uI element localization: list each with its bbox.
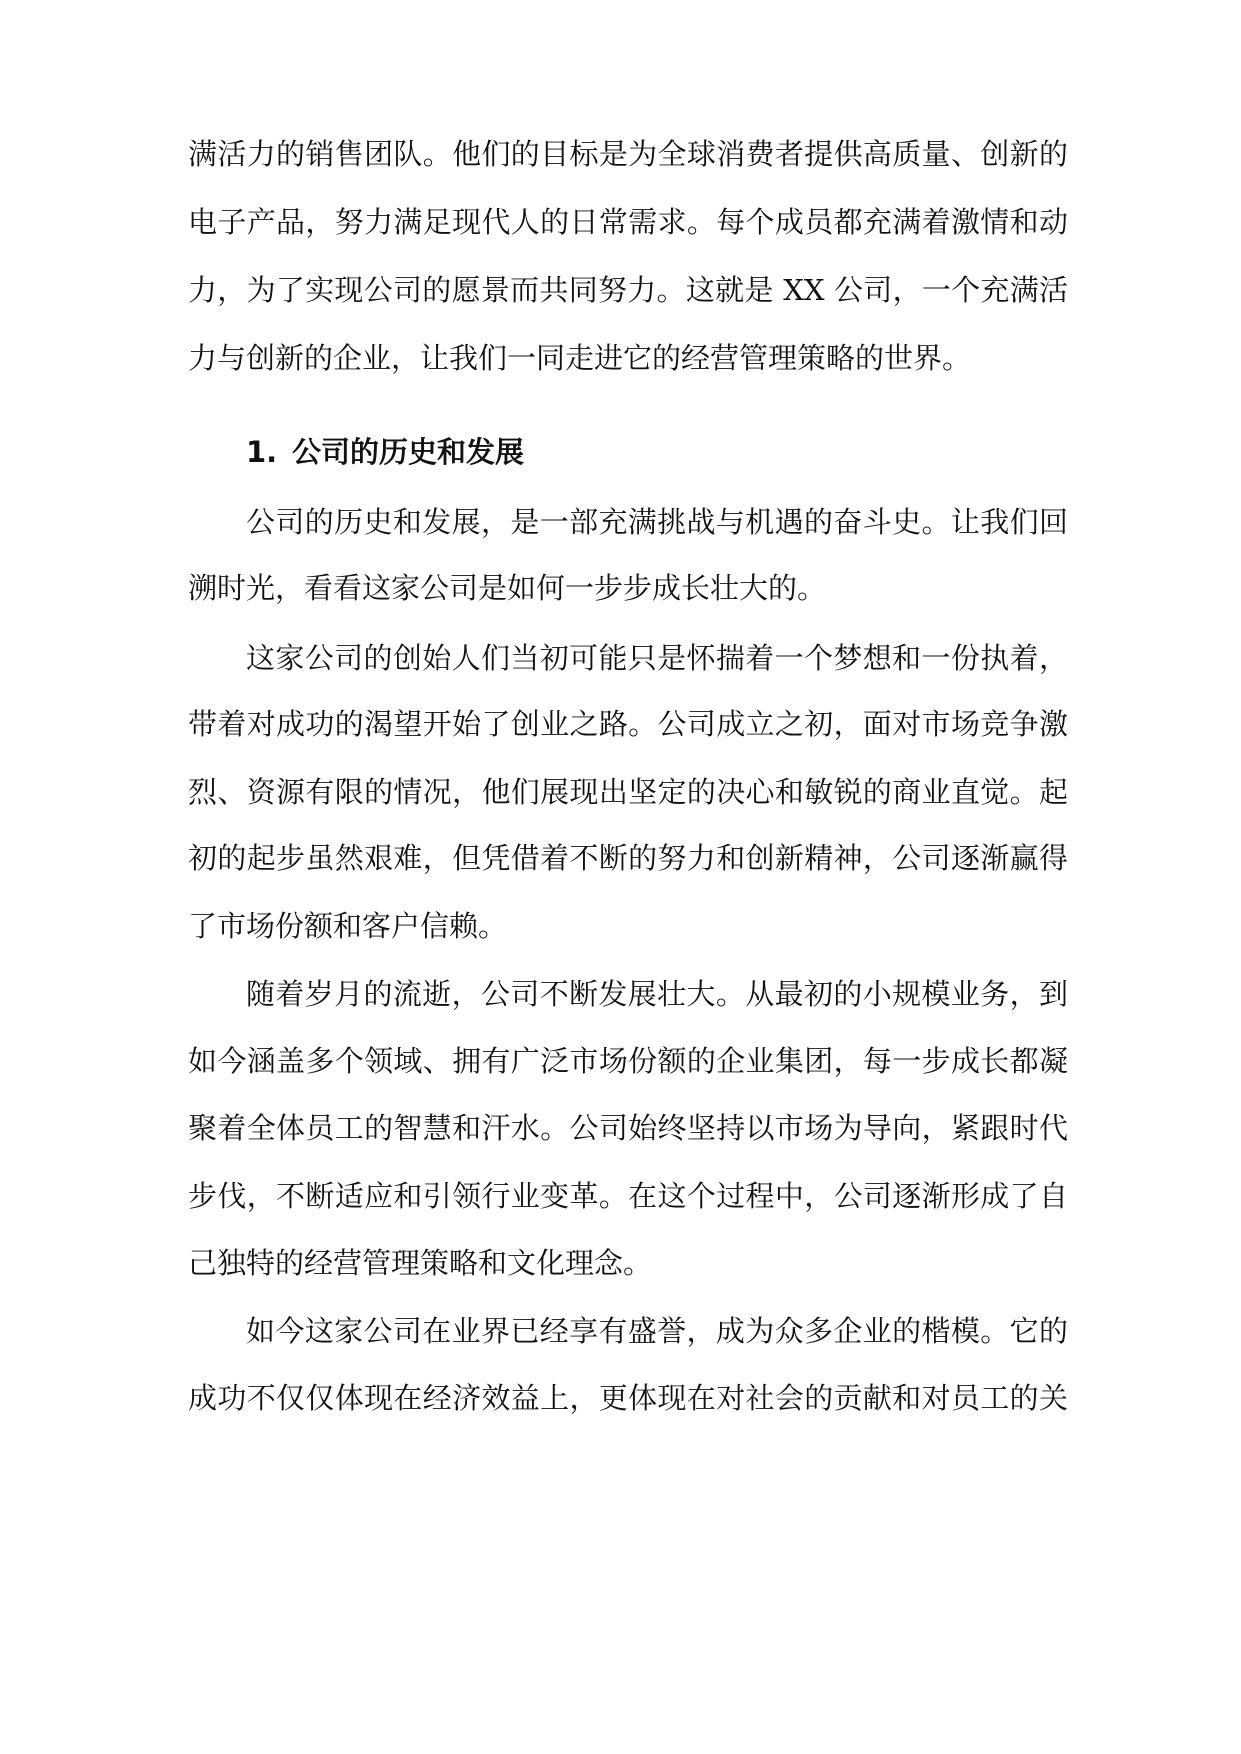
paragraph-line: 聚着全体员工的智慧和汗水。公司始终坚持以市场为导向，紧跟时代 xyxy=(188,1111,1068,1145)
paragraph-line: 带着对成功的渴望开始了创业之路。公司成立之初，面对市场竞争激 xyxy=(188,707,1068,741)
intro-line: 满活力的销售团队。他们的目标是为全球消费者提供高质量、创新的 xyxy=(188,137,1068,171)
paragraph-line: 步伐，不断适应和引领行业变革。在这个过程中，公司逐渐形成了自 xyxy=(188,1179,1068,1213)
paragraph-line: 这家公司的创始人们当初可能只是怀揣着一个梦想和一份执着， xyxy=(246,641,1068,675)
paragraph-line: 如今这家公司在业界已经享有盛誉，成为众多企业的楷模。它的 xyxy=(246,1314,1068,1348)
paragraph-line: 己独特的经营管理策略和文化理念。 xyxy=(188,1246,653,1280)
paragraph-line: 成功不仅仅体现在经济效益上，更体现在对社会的贡献和对员工的关 xyxy=(188,1381,1068,1415)
intro-line: 力，为了实现公司的愿景而共同努力。这就是 XX 公司，一个充满活 xyxy=(188,273,1068,307)
section-number: 1. xyxy=(246,435,278,469)
paragraph-line: 如今涵盖多个领域、拥有广泛市场份额的企业集团，每一步成长都凝 xyxy=(188,1044,1068,1078)
paragraph-line: 了市场份额和客户信赖。 xyxy=(188,909,508,943)
section-heading xyxy=(246,432,524,472)
intro-line: 力与创新的企业，让我们一同走进它的经营管理策略的世界。 xyxy=(188,341,972,375)
paragraph-line: 随着岁月的流逝，公司不断发展壮大。从最初的小规模业务，到 xyxy=(246,977,1068,1011)
paragraph-line: 初的起步虽然艰难，但凭借着不断的努力和创新精神，公司逐渐赢得 xyxy=(188,841,1068,875)
paragraph-line: 公司的历史和发展，是一部充满挑战与机遇的奋斗史。让我们回 xyxy=(246,505,1068,539)
paragraph-line: 溯时光，看看这家公司是如何一步步成长壮大的。 xyxy=(188,571,827,605)
paragraph-line: 烈、资源有限的情况，他们展现出坚定的决心和敏锐的商业直觉。起 xyxy=(188,775,1068,809)
section-title: 公司的历史和发展 xyxy=(292,435,525,469)
intro-line: 电子产品，努力满足现代人的日常需求。每个成员都充满着激情和动 xyxy=(188,205,1068,239)
